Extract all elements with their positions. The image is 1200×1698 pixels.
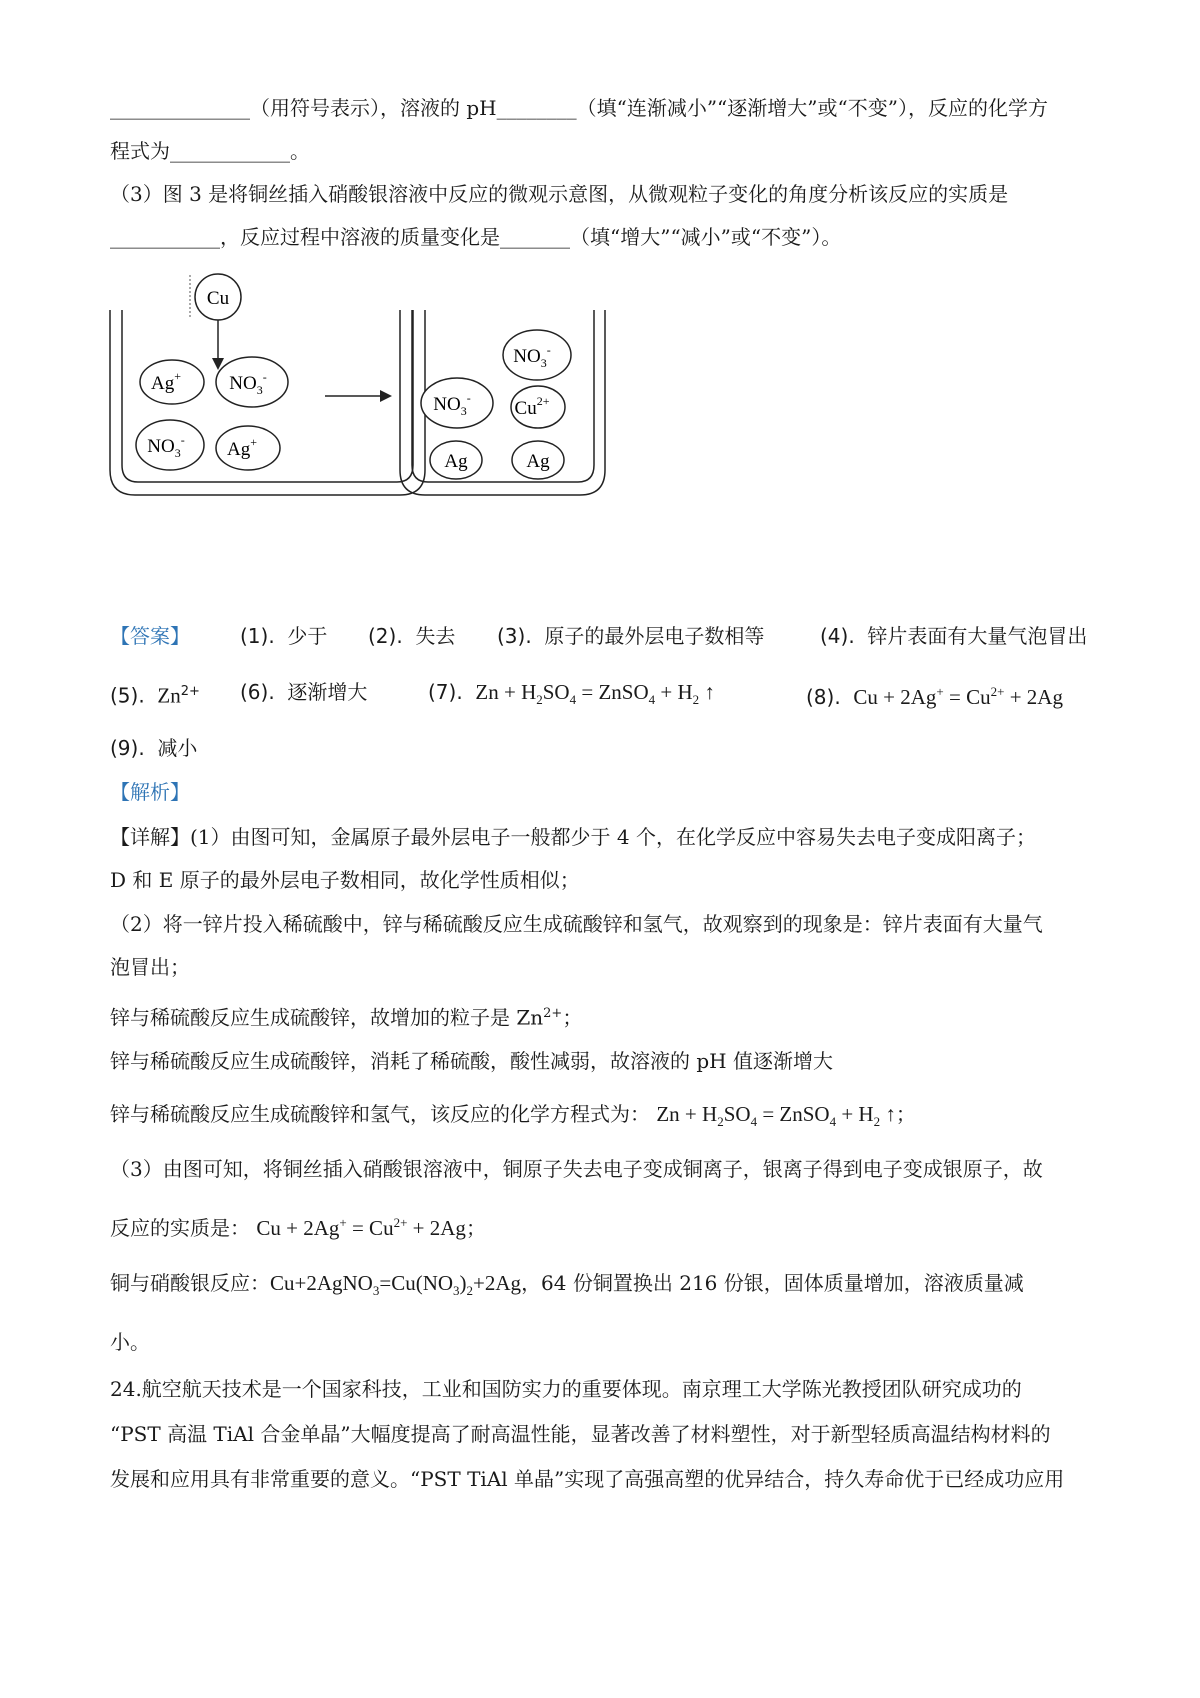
svg-text:Ag: Ag (444, 451, 468, 472)
question-line-3: （3）图 3 是将铜丝插入硝酸银溶液中反应的微观示意图，从微观粒子变化的角度分析该反应的实质是 (110, 182, 1009, 206)
svg-text:NO3-: $NO_3^-$ (513, 343, 551, 370)
analysis-p3: （2）将一锌片投入稀硫酸中，锌与稀硫酸反应生成硫酸锌和氢气，故观察到的现象是：锌片表面有大量气 (110, 912, 1043, 936)
answer-8: (8). $Cu + 2Ag^+ = Cu^{2+} + 2Ag$ (806, 684, 1063, 709)
answer-7: (7). $Zn + H_2SO_4$ = ZnSO$_4$ + $H_2$ ↑ (428, 680, 715, 708)
answer-3: (3). 原子的最外层电子数相等 (497, 624, 765, 648)
svg-text:NO3-: $NO_3^-$ (147, 433, 185, 460)
analysis-p1: 【详解】(1）由图可知，金属原子最外层电子一般都少于 4 个，在化学反应中容易失去电子变成阳离子； (110, 825, 1036, 849)
analysis-p9: 反应的实质是： $Cu + 2Ag^+ = Cu^{2+} + 2Ag$； (110, 1215, 486, 1240)
cu-label: Cu (206, 288, 230, 309)
answer-9: (9). 减小 (110, 736, 198, 760)
svg-text:NO3-: $NO_3^-$ (433, 391, 471, 418)
answer-label: 【答案】 (110, 624, 190, 648)
q24-line-3: 发展和应用具有非常重要的意义。“PST TiAl 单晶”实现了高强高塑的优异结合，持久寿命优于已经成功应用 (110, 1467, 1065, 1491)
answer-5: (5). $Zn^{2+}$ (110, 683, 200, 708)
svg-text:Cu2+: $Cu^{2+}$ (514, 394, 550, 419)
figure-3-diagram (100, 270, 660, 560)
q24-line-1: 24.航空航天技术是一个国家科技，工业和国防实力的重要体现。南京理工大学陈光教授团队研究成功的 (110, 1377, 1022, 1401)
analysis-label: 【解析】 (110, 780, 190, 804)
answer-2: (2). 失去 (368, 624, 456, 648)
question-line-1: ______________（用符号表示），溶液的 pH________（填“连渐减小”“逐渐增大”或“不变”），反应的化学方 (110, 96, 1048, 120)
svg-text:Ag+: Ag+ (150, 369, 182, 394)
svg-text:Ag: Ag (526, 451, 550, 472)
answer-6: (6). 逐渐增大 (240, 680, 368, 704)
q24-line-2: “PST 高温 TiAl 合金单晶”大幅度提高了耐高温性能，显著改善了材料塑性，对于新型轻质高温结构材料的 (110, 1422, 1051, 1446)
answer-1: (1). 少于 (240, 624, 328, 648)
analysis-p7: 锌与稀硫酸反应生成硫酸锌和氢气，该反应的化学方程式为： $Zn + H_2SO_4$ = ZnSO$_4$ + $H_2$ ↑； (110, 1102, 916, 1130)
question-line-4: ___________，反应过程中溶液的质量变化是_______（填“增大”“减小”或“不变”）。 (110, 225, 842, 249)
analysis-p6: 锌与稀硫酸反应生成硫酸锌，消耗了稀硫酸，酸性减弱，故溶液的 pH 值逐渐增大 (110, 1049, 833, 1073)
analysis-p8: （3）由图可知，将铜丝插入硝酸银溶液中，铜原子失去电子变成铜离子，银离子得到电子变成银原子，故 (110, 1157, 1043, 1181)
svg-text:Ag+: Ag+ (226, 435, 258, 460)
analysis-p10: 铜与硝酸银反应：$Cu+2AgNO_3=Cu(NO_3)_2+2Ag$，64 份铜置换出 216 份银，固体质量增加，溶液质量减 (110, 1271, 1024, 1299)
question-line-2: 程式为____________。 (110, 139, 310, 163)
analysis-p4: 泡冒出； (110, 955, 190, 979)
analysis-p5: 锌与稀硫酸反应生成硫酸锌，故增加的粒子是 $Zn^{2+}$； (110, 1005, 583, 1030)
analysis-p2: D 和 E 原子的最外层电子数相同，故化学性质相似； (110, 868, 580, 892)
analysis-p11: 小。 (110, 1330, 150, 1354)
answer-4: (4). 锌片表面有大量气泡冒出 (820, 624, 1088, 648)
svg-text:NO3-: $NO_3^-$ (229, 370, 267, 397)
